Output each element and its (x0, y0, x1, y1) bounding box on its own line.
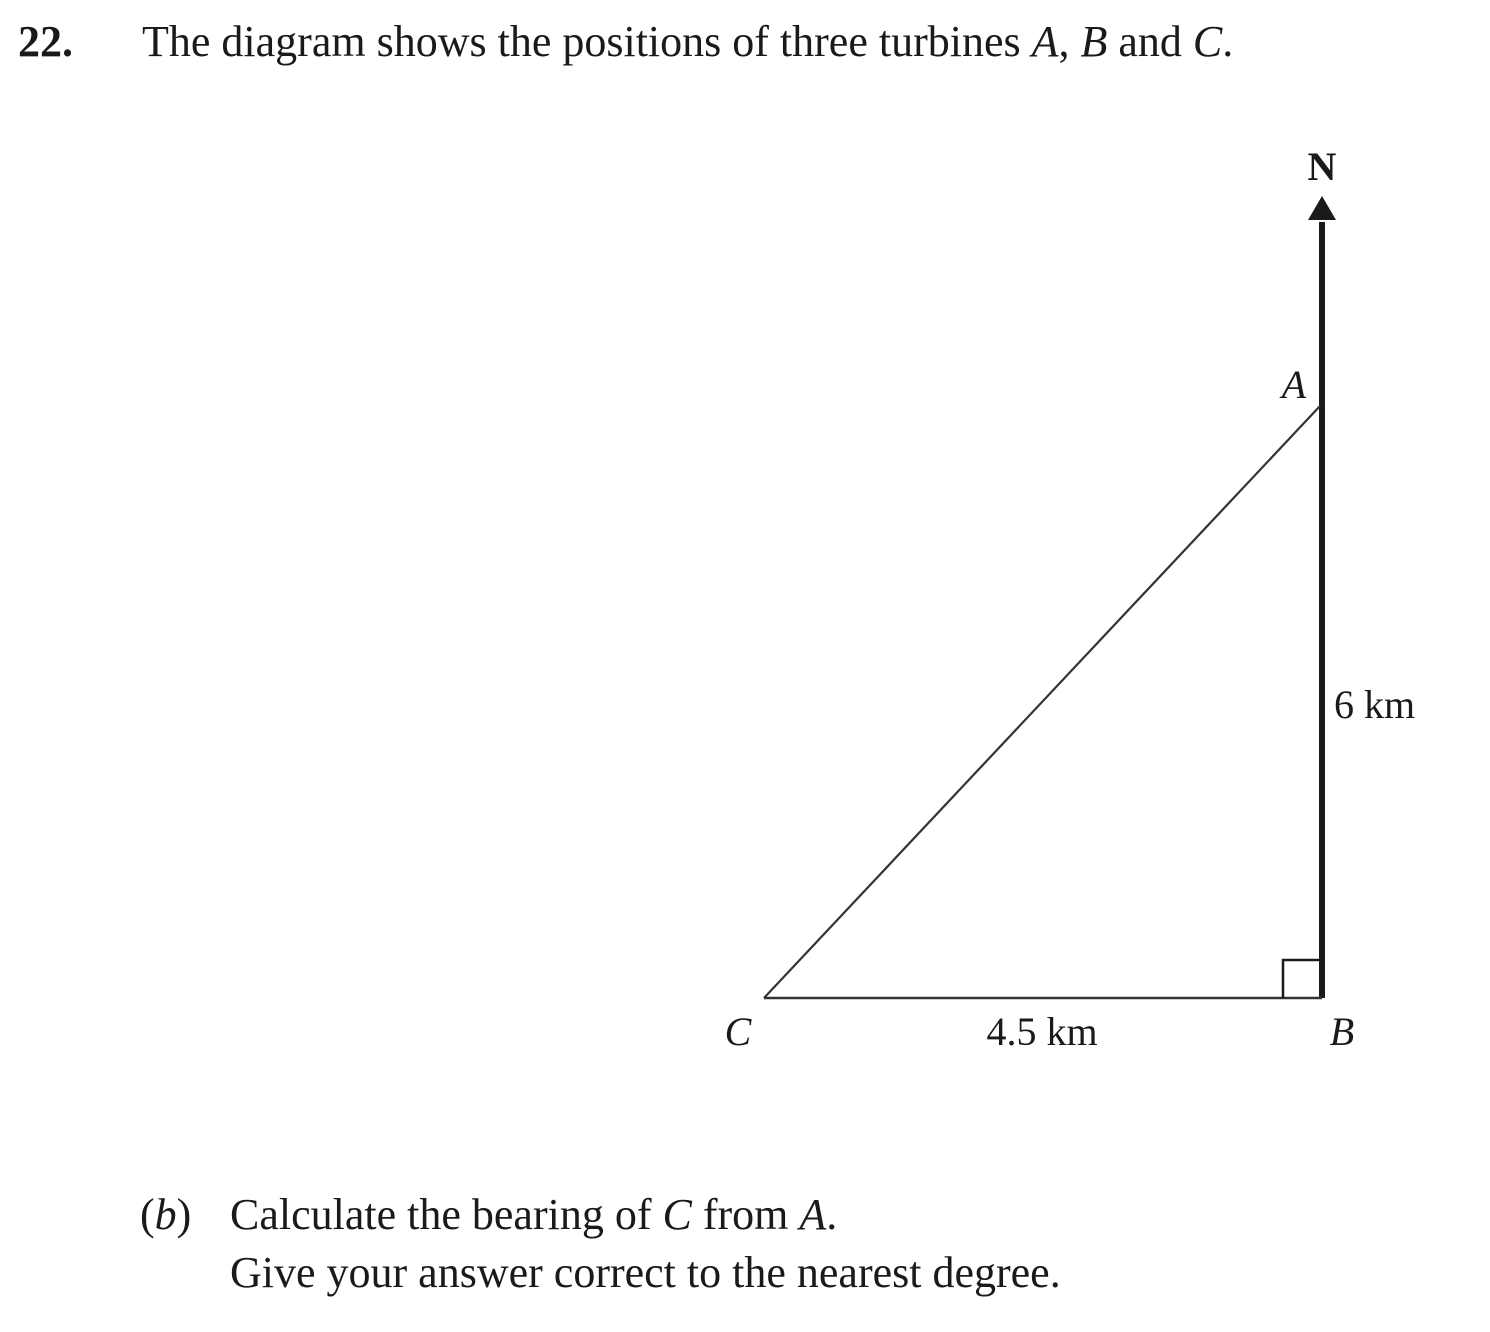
stem-end: . (1222, 17, 1234, 66)
part-b-text (230, 1186, 1061, 1302)
north-label: N (1307, 144, 1337, 189)
point-b-label: B (1329, 1009, 1355, 1054)
part-b-label-letter: b (154, 1190, 177, 1239)
right-angle-marker (1283, 960, 1322, 998)
part-b-label (140, 1186, 191, 1244)
north-arrow-icon (1308, 196, 1336, 220)
part-b-line-1 (230, 1186, 1061, 1244)
stem-turbine-b: B (1080, 17, 1108, 66)
line-ca (764, 406, 1320, 998)
stem-separator-1: , (1058, 17, 1081, 66)
question-number: 22. (18, 17, 73, 66)
part-b-line-1-end: . (826, 1190, 838, 1239)
point-a-label: A (1281, 362, 1307, 407)
part-b-line-1-c: C (662, 1190, 692, 1239)
part-b-line-1-a: A (799, 1190, 827, 1239)
part-b-label-open: ( (140, 1190, 155, 1239)
point-c-label: C (724, 1009, 752, 1054)
part-b-label-close: ) (176, 1190, 192, 1239)
stem-turbine-c: C (1192, 17, 1223, 66)
part-b-line-1-prefix: Calculate the bearing of (230, 1190, 663, 1239)
stem-prefix: The diagram shows the positions of three turbines (142, 17, 1032, 66)
length-cb-label: 4.5 km (986, 1009, 1098, 1054)
stem-turbine-a: A (1031, 17, 1059, 66)
length-ab-label: 6 km (1334, 682, 1416, 727)
part-b-line-1-mid: from (691, 1190, 800, 1239)
stem-separator-2: and (1107, 17, 1193, 66)
part-b-line-2: Give your answer correct to the nearest degree. (230, 1248, 1061, 1297)
